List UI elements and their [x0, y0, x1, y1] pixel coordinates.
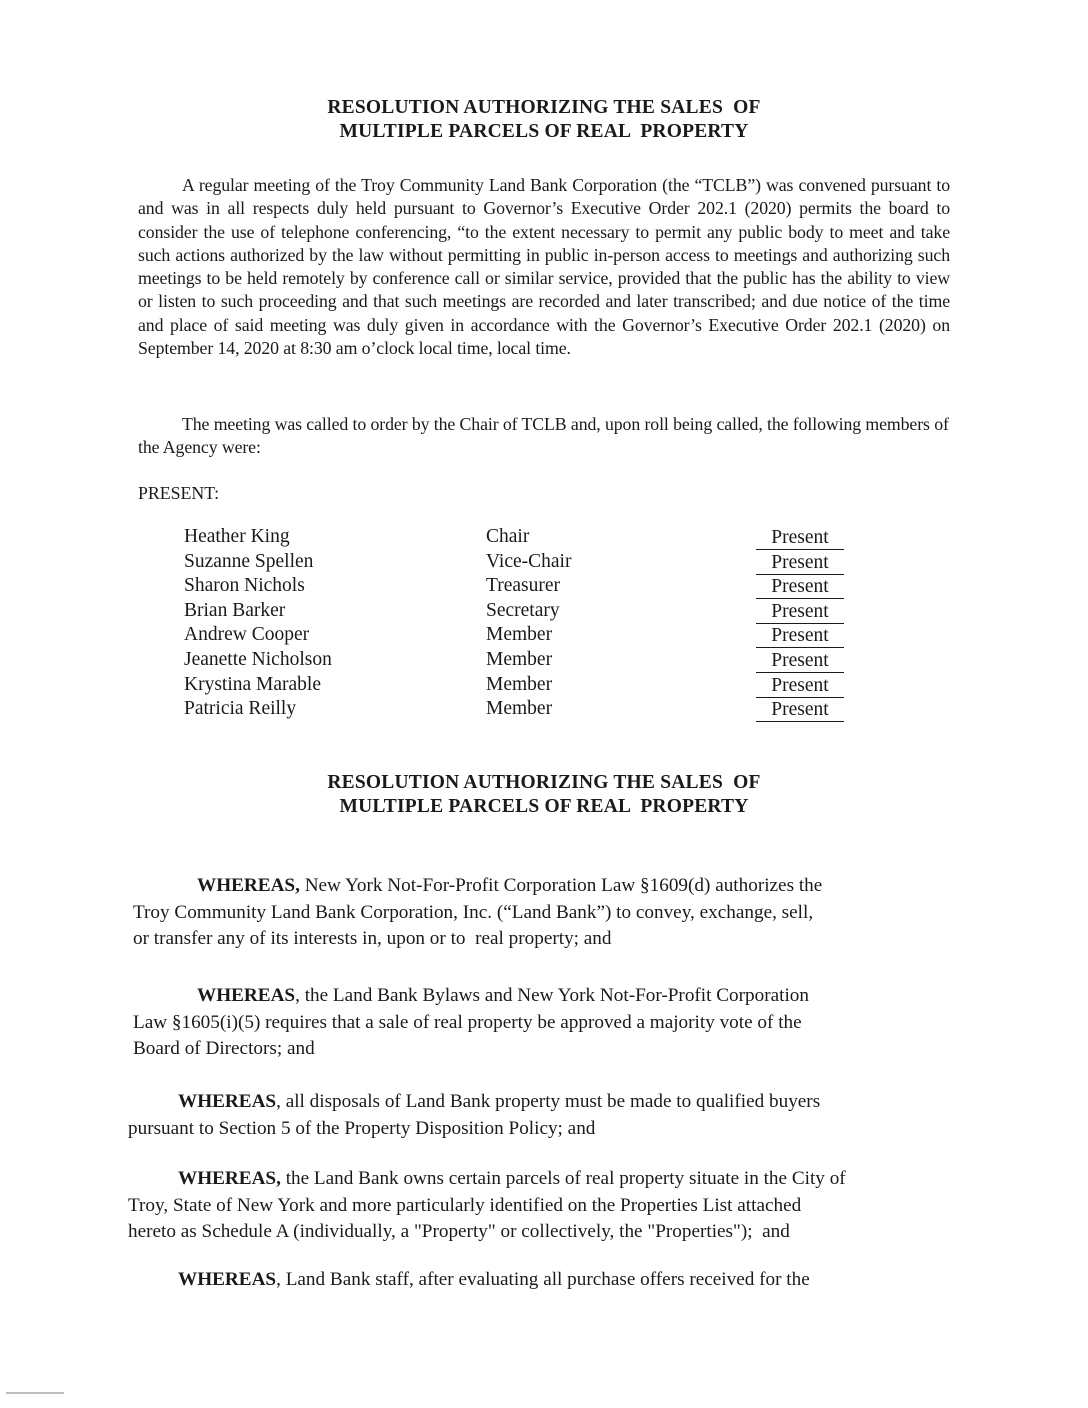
- member-role: Member: [486, 673, 553, 695]
- clause-keyword: WHEREAS,: [178, 1168, 281, 1189]
- member-role: Member: [486, 649, 553, 670]
- clause-line: or transfer any of its interests in, upon or to real property; and: [133, 928, 612, 949]
- member-status: Present: [756, 575, 844, 599]
- member-status: Present: [756, 624, 844, 648]
- clause-line: pursuant to Section 5 of the Property Disposition Policy; and: [128, 1117, 596, 1139]
- member-name: Krystina Marable: [184, 673, 321, 695]
- member-name: Suzanne Spellen: [184, 550, 314, 572]
- roster-row: [0, 600, 1088, 625]
- scan-edge-mark: [6, 1392, 64, 1394]
- clause-line: , all disposals of Land Bank property must be made to qualified buyers: [276, 1091, 821, 1112]
- clause-keyword: WHEREAS: [178, 1269, 277, 1290]
- clause-line: Board of Directors; and: [133, 1038, 315, 1059]
- member-role: Chair: [486, 526, 530, 547]
- whereas-clause: [133, 983, 953, 1063]
- member-status: Present: [756, 600, 844, 624]
- roster-row: [0, 526, 1088, 551]
- clause-line: New York Not-For-Profit Corporation Law §1609(d) authorizes the: [299, 875, 823, 896]
- clause-line: Troy Community Land Bank Corporation, Inc. (“Land Bank”) to convey, exchange, sell,: [133, 901, 814, 923]
- whereas-clause: [128, 1089, 948, 1142]
- clause-keyword: WHEREAS: [197, 985, 296, 1006]
- member-status: Present: [756, 551, 844, 575]
- member-role: Member: [486, 624, 553, 646]
- page-title: [0, 96, 1088, 144]
- clause-line: , the Land Bank Bylaws and New York Not-For-Profit Corporation: [295, 985, 809, 1006]
- roster-row: [0, 551, 1088, 576]
- title-line-1: RESOLUTION AUTHORIZING THE SALES OF: [327, 97, 761, 118]
- title-line-2: MULTIPLE PARCELS OF REAL PROPERTY: [339, 796, 749, 817]
- clause-keyword: WHEREAS: [178, 1091, 277, 1112]
- member-name: Jeanette Nicholson: [184, 649, 332, 670]
- resolution-title: [0, 771, 1088, 819]
- present-label: PRESENT:: [138, 483, 220, 503]
- title-line-2: MULTIPLE PARCELS OF REAL PROPERTY: [339, 121, 749, 142]
- member-name: Patricia Reilly: [184, 698, 297, 720]
- member-name: Sharon Nichols: [184, 575, 305, 597]
- clause-line: the Land Bank owns certain parcels of real property situate in the City of: [280, 1168, 846, 1189]
- member-name: Brian Barker: [184, 599, 286, 621]
- member-name: Heather King: [184, 526, 290, 547]
- roll-call-paragraph: The meeting was called to order by the Chair of TCLB and, upon roll being called, the following members of the Agency were:: [138, 414, 949, 458]
- roster-row: [0, 575, 1088, 600]
- member-status: Present: [756, 649, 844, 673]
- whereas-clause: [133, 873, 953, 953]
- member-role: Secretary: [486, 599, 560, 621]
- clause-line: Troy, State of New York and more particularly identified on the Properties List attached: [128, 1194, 802, 1216]
- member-role: Treasurer: [486, 575, 561, 597]
- member-status: Present: [756, 526, 844, 550]
- title-line-1: RESOLUTION AUTHORIZING THE SALES OF: [327, 772, 761, 793]
- member-role: Member: [486, 698, 553, 720]
- whereas-clause: [128, 1166, 948, 1246]
- clause-keyword: WHEREAS,: [197, 875, 300, 896]
- whereas-clause: [128, 1267, 948, 1294]
- intro-paragraph: A regular meeting of the Troy Community Land Bank Corporation (the “TCLB”) was convened pursuant to and was in all respects duly held pursuant to Governor’s Executive Order 202.1 (2020) permits the board to consider the use of telephone conferencing, “to the extent necessary to permit any public body to meet and take such actions authorized by the law without permitting in public in-person access to meetings and authorizing such meetings to be held remotely by conference call or similar service, provided that the public has the ability to view or listen to such proceeding and that such meetings are recorded and later transcribed; and due notice of the time and place of said meeting was duly given in accordance with the Governor’s Executive Order 202.1 (2020) on September 14, 2020 at 8:30 am o’clock local time, local time.: [138, 175, 950, 359]
- roster-row: [0, 698, 1088, 723]
- clause-line: Law §1605(i)(5) requires that a sale of real property be approved a majority vote of the: [133, 1011, 802, 1033]
- member-status: Present: [756, 674, 844, 698]
- roster-row: [0, 624, 1088, 649]
- member-role: Vice-Chair: [486, 550, 572, 572]
- member-name: Andrew Cooper: [184, 624, 310, 646]
- clause-line: hereto as Schedule A (individually, a "Property" or collectively, the "Properties"); and: [128, 1221, 790, 1242]
- clause-line: , Land Bank staff, after evaluating all purchase offers received for the: [276, 1269, 810, 1290]
- roster-row: [0, 649, 1088, 674]
- member-status: Present: [756, 698, 844, 722]
- roster-row: [0, 674, 1088, 699]
